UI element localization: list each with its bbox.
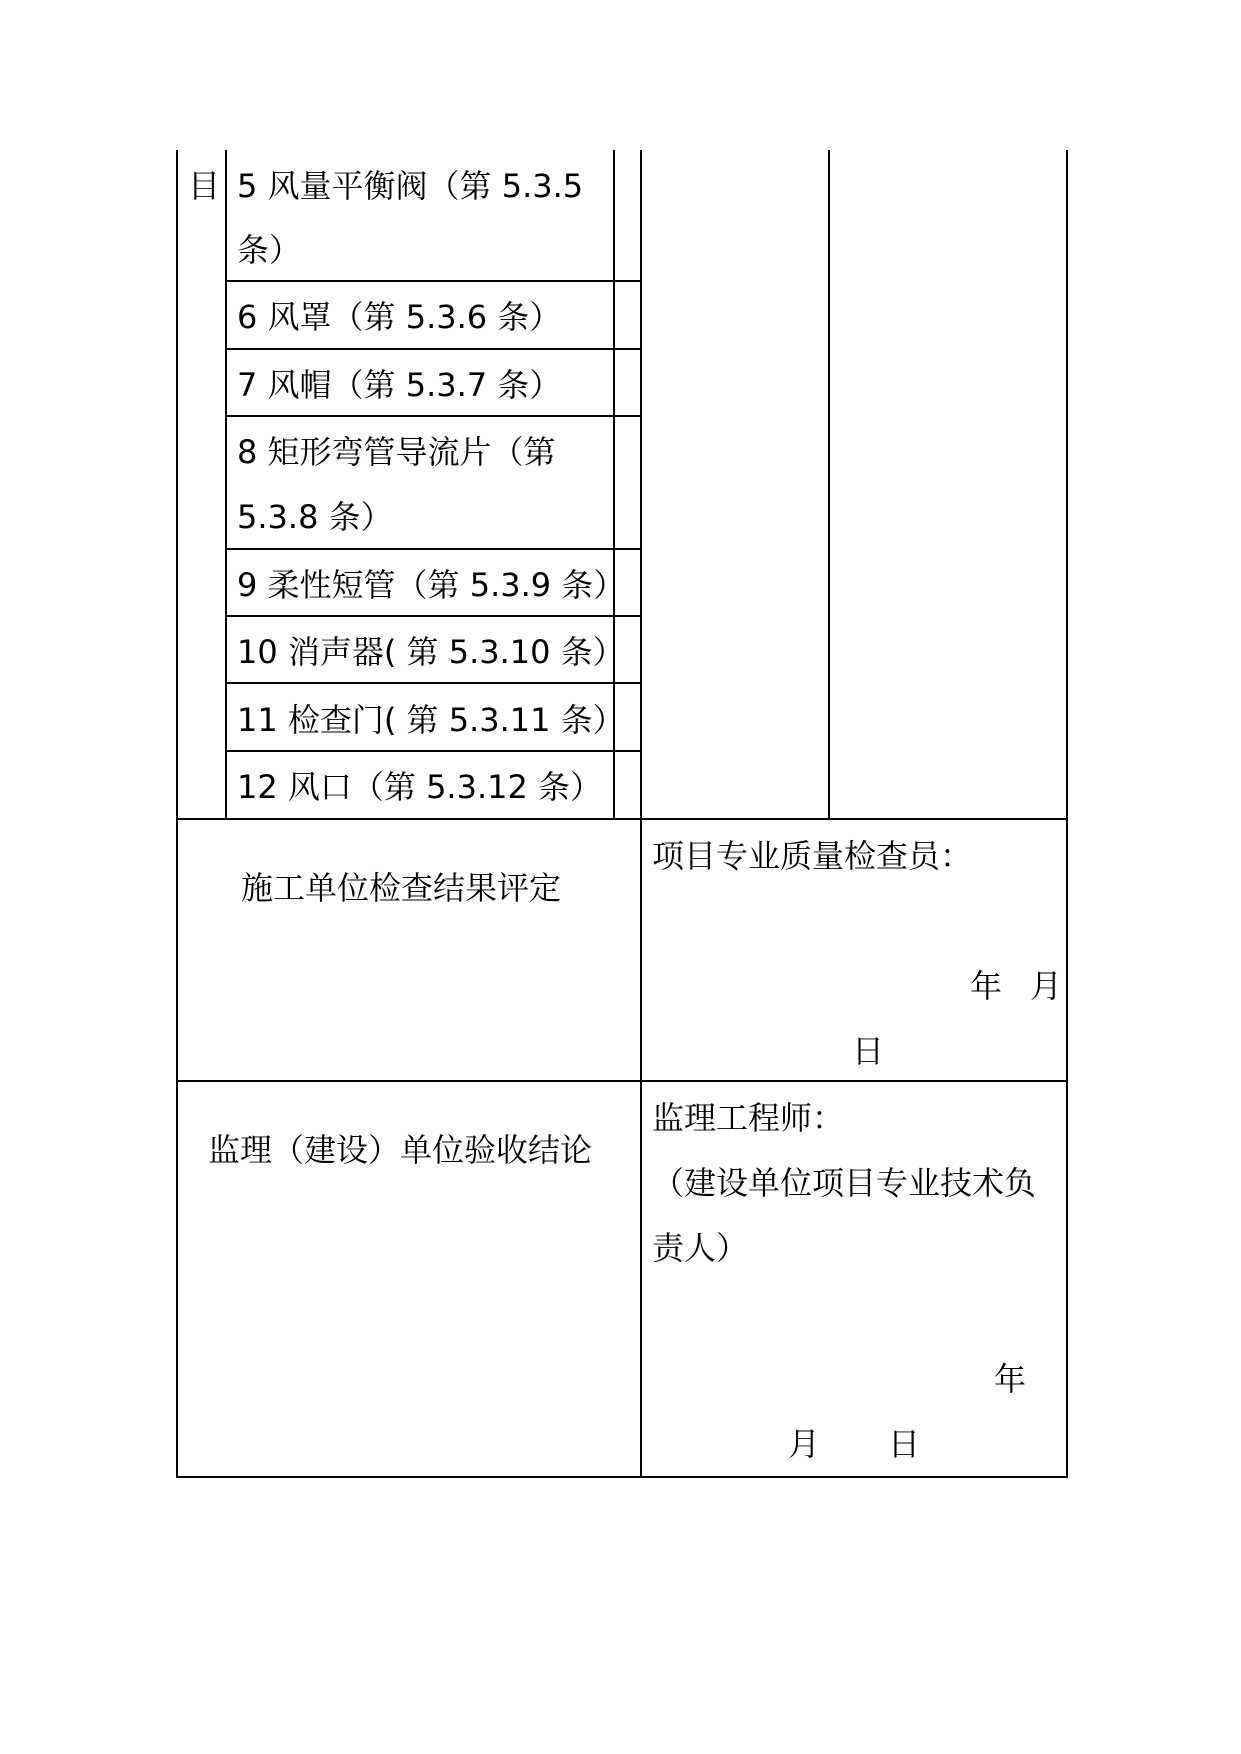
owner-tech-lead-line1: （建设单位项目专业技术负 <box>652 1164 1037 1202</box>
item-group-label: 目 <box>188 167 221 205</box>
grid-line <box>225 682 642 684</box>
supervision-conclusion-label: 监理（建设）单位验收结论 <box>208 1131 593 1169</box>
item-7: 7 风帽（第 5.3.7 条） <box>237 366 562 404</box>
item-5-line1: 5 风量平衡阀（第 5.3.5 <box>237 167 584 205</box>
construction-result-label: 施工单位检查结果评定 <box>241 869 562 907</box>
supervision-day: 日 <box>888 1425 921 1463</box>
grid-line <box>1066 150 1068 1478</box>
grid-line <box>176 150 178 1478</box>
grid-line <box>225 415 642 417</box>
item-8-line2: 5.3.8 条） <box>237 498 393 536</box>
supervising-engineer-label: 监理工程师： <box>652 1099 845 1137</box>
grid-line <box>225 348 642 350</box>
construction-month: 月 <box>1030 967 1063 1005</box>
owner-tech-lead-line2: 责人） <box>652 1229 749 1267</box>
grid-line <box>176 818 1068 820</box>
item-10: 10 消声器( 第 5.3.10 条） <box>237 633 625 671</box>
grid-line <box>225 615 642 617</box>
item-5-line2: 条） <box>237 231 302 269</box>
item-6: 6 风罩（第 5.3.6 条） <box>237 298 562 336</box>
supervision-year: 年 <box>994 1360 1027 1398</box>
construction-day: 日 <box>852 1032 885 1070</box>
item-9: 9 柔性短管（第 5.3.9 条） <box>237 566 626 604</box>
item-11: 11 检查门( 第 5.3.11 条） <box>237 701 625 739</box>
supervision-month: 月 <box>788 1425 821 1463</box>
quality-inspector-label: 项目专业质量检查员： <box>652 837 973 875</box>
grid-line <box>176 1080 1068 1082</box>
item-12: 12 风口（第 5.3.12 条） <box>237 768 603 806</box>
item-8-line1: 8 矩形弯管导流片（第 <box>237 433 556 471</box>
grid-line <box>176 1476 1068 1478</box>
grid-line <box>225 280 642 282</box>
construction-year: 年 <box>970 967 1003 1005</box>
grid-line <box>225 750 642 752</box>
grid-line <box>828 150 830 820</box>
grid-line <box>225 548 642 550</box>
grid-line <box>225 150 227 820</box>
